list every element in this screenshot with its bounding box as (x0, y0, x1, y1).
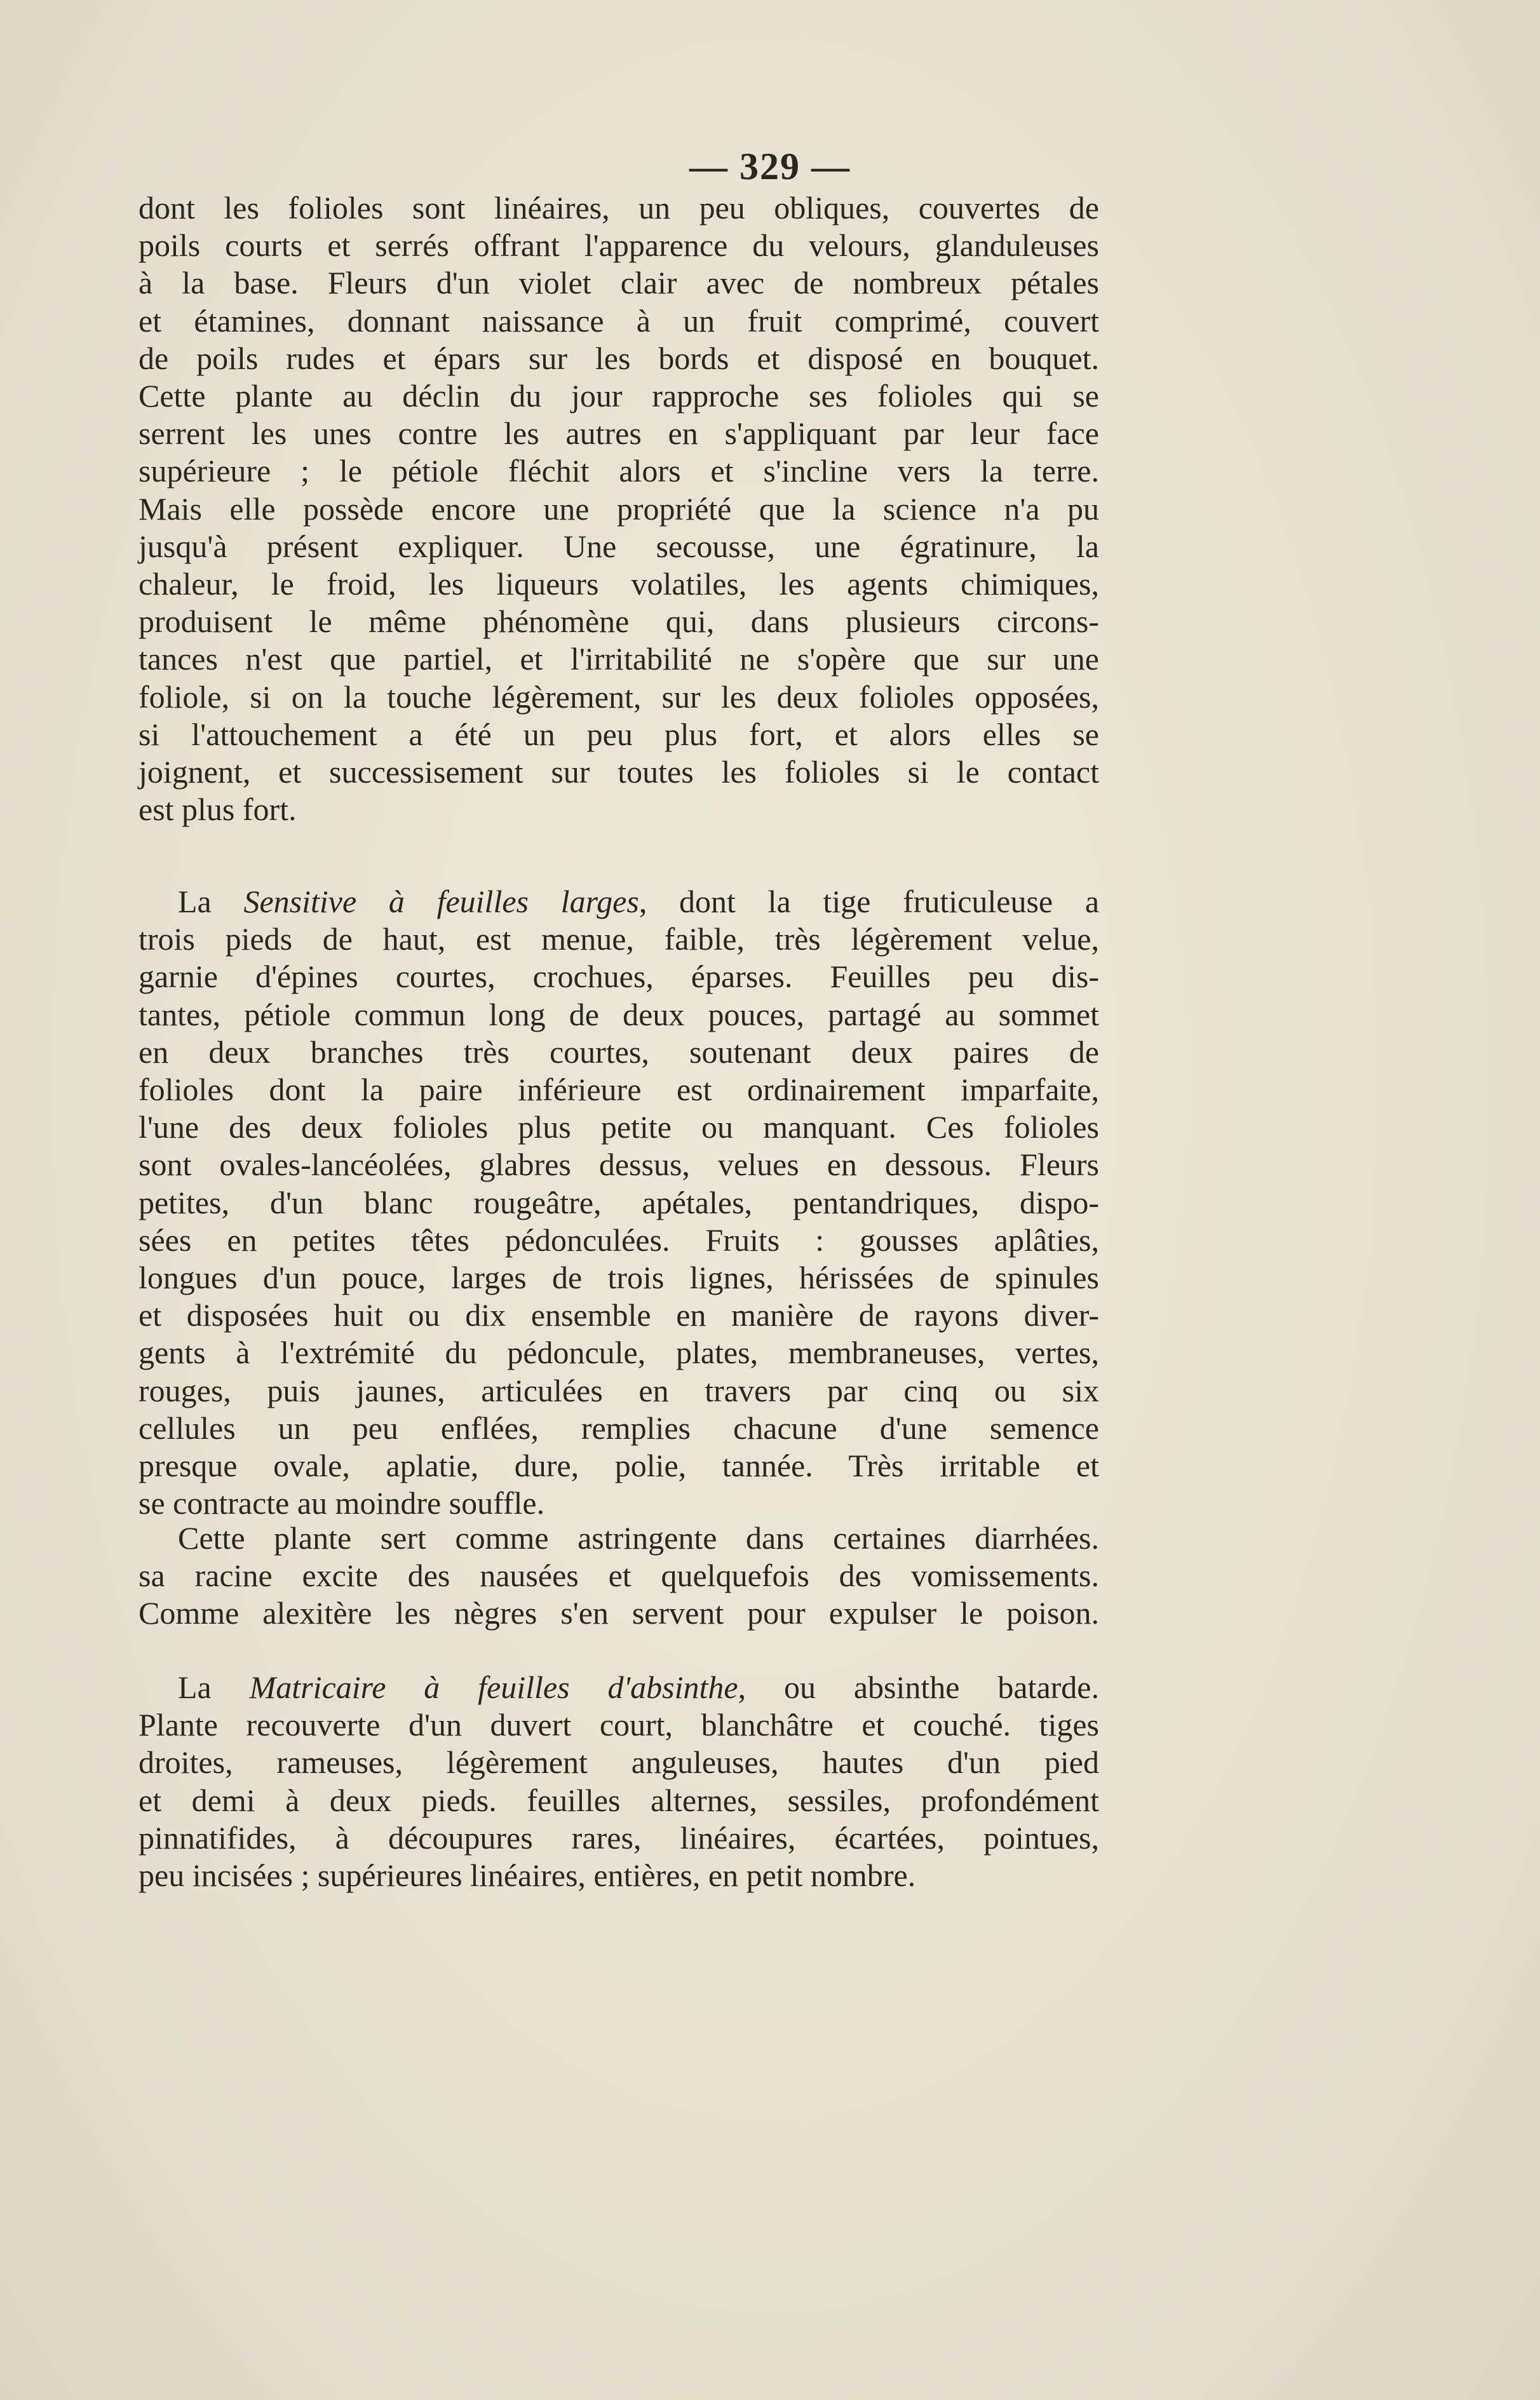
text-line: Plante recouverte d'un duvert court, blanchâtre et couché. tiges (138, 1707, 1099, 1743)
species-name: Matricaire à feuilles d'absinthe (249, 1669, 738, 1705)
text-line: garnie d'épines courtes, crochues, éparses. Feuilles peu dis- (138, 959, 1099, 995)
text-line: chaleur, le froid, les liqueurs volatiles, les agents chimiques, (138, 566, 1099, 602)
text-line: tances n'est que partiel, et l'irritabilité ne s'opère que sur une (138, 641, 1099, 677)
first-line-suffix: , dont la tige fruticuleuse a (638, 884, 1100, 919)
first-line-prefix: La (178, 884, 244, 919)
text-line: supérieure ; le pétiole fléchit alors et s'incline vers la terre. (138, 453, 1099, 489)
species-name: Sensitive à feuilles larges (243, 884, 639, 919)
text-line: Mais elle possède encore une propriété que la science n'a pu (138, 490, 1099, 527)
text-line: folioles dont la paire inférieure est ordinairement imparfaite, (138, 1072, 1099, 1108)
first-line (138, 883, 1099, 920)
text-line: peu incisées ; supérieures linéaires, entières, en petit nombre. (138, 1857, 916, 1894)
text-line: se contracte au moindre souffle. (138, 1485, 545, 1521)
text-line: et disposées huit ou dix ensemble en manière de rayons diver- (138, 1297, 1099, 1333)
text-line: foliole, si on la touche légèrement, sur les deux folioles opposées, (138, 678, 1099, 715)
text-line: joignent, et successisement sur toutes les folioles si le contact (138, 754, 1099, 790)
text-line: pinnatifides, à découpures rares, linéaires, écartées, pointues, (138, 1819, 1099, 1856)
text-line: jusqu'à présent expliquer. Une secousse, une égratinure, la (138, 528, 1099, 564)
text-line: rouges, puis jaunes, articulées en travers par cinq ou six (138, 1372, 1099, 1408)
text-line: de poils rudes et épars sur les bords et disposé en bouquet. (138, 340, 1099, 376)
text-line: est plus fort. (138, 792, 297, 828)
first-line (138, 1669, 1099, 1706)
text-line: produisent le même phénomène qui, dans plusieurs circons- (138, 603, 1099, 640)
text-line: petites, d'un blanc rougeâtre, apétales, pentandriques, dispo- (138, 1184, 1099, 1220)
paragraph-1 (138, 189, 1099, 828)
first-line-suffix: , ou absinthe batarde. (738, 1669, 1099, 1705)
text-line: longues d'un pouce, larges de trois lignes, hérissées de spinules (138, 1260, 1099, 1296)
text-line: serrent les unes contre les autres en s'appliquant par leur face (138, 415, 1099, 452)
text-line: à la base. Fleurs d'un violet clair avec de nombreux pétales (138, 265, 1099, 301)
text-line: Cette plante sert comme astringente dans certaines diarrhées. (178, 1520, 1099, 1556)
first-line-prefix: La (178, 1669, 250, 1705)
text-line: et étamines, donnant naissance à un fruit comprimé, couvert (138, 302, 1099, 339)
text-line: droites, rameuses, légèrement anguleuses, hautes d'un pied (138, 1744, 1099, 1781)
paragraph-3 (138, 1520, 1099, 1633)
text-line: en deux branches très courtes, soutenant deux paires de (138, 1034, 1099, 1070)
text-line: presque ovale, aplatie, dure, polie, tannée. Très irritable et (138, 1448, 1099, 1484)
text-line: Cette plante au déclin du jour rapproche ses folioles qui se (138, 378, 1099, 414)
text-line: et demi à deux pieds. feuilles alternes, sessiles, profondément (138, 1782, 1099, 1818)
text-line: sées en petites têtes pédonculées. Fruits : gousses aplâties, (138, 1222, 1099, 1258)
page-number: — 329 — (689, 145, 851, 187)
text-line: sa racine excite des nausées et quelquefois des vomissements. (138, 1558, 1099, 1594)
paragraph-4 (138, 1669, 1099, 1894)
text-line: Comme alexitère les nègres s'en servent pour expulser le poison. (138, 1595, 1099, 1631)
text-line: l'une des deux folioles plus petite ou manquant. Ces folioles (138, 1109, 1099, 1145)
text-line: trois pieds de haut, est menue, faible, très légèrement velue, (138, 921, 1099, 957)
paragraph-2 (138, 883, 1099, 1522)
text-line: si l'attouchement a été un peu plus fort, et alors elles se (138, 716, 1099, 752)
text-line: cellules un peu enflées, remplies chacune d'une semence (138, 1410, 1099, 1446)
text-line: poils courts et serrés offrant l'apparence du velours, glanduleuses (138, 227, 1099, 264)
text-line: gents à l'extrémité du pédoncule, plates, membraneuses, vertes, (138, 1335, 1099, 1371)
text-line: dont les folioles sont linéaires, un peu obliques, couvertes de (138, 190, 1099, 226)
text-line: sont ovales-lancéolées, glabres dessus, velues en dessous. Fleurs (138, 1147, 1099, 1183)
text-line: tantes, pétiole commun long de deux pouces, partagé au sommet (138, 996, 1099, 1032)
